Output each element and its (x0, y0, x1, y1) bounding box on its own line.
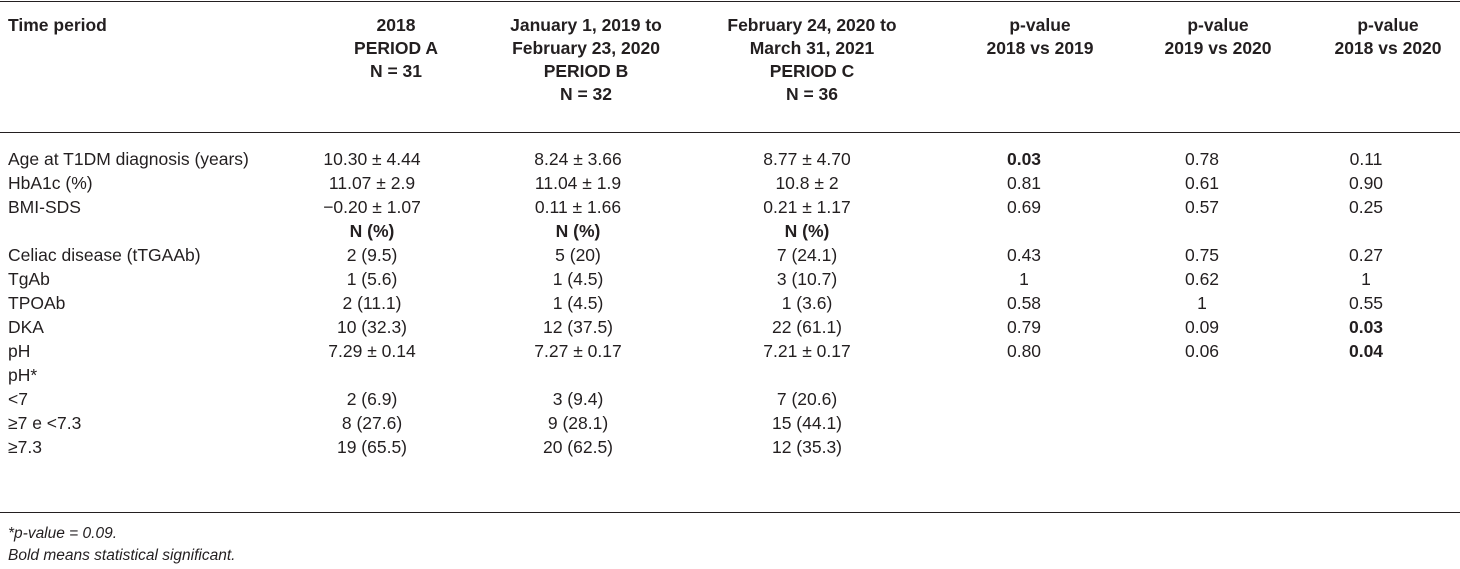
header-period-b-line3: PERIOD B (543, 61, 629, 81)
header-period-c (692, 14, 932, 106)
table-row: TgAb 1 (5.6) 1 (4.5) 3 (10.7) 1 0.62 1 (8, 269, 1371, 289)
header-period-c-line3: PERIOD C (769, 61, 855, 81)
table-row: DKA 10 (32.3) 12 (37.5) 22 (61.1) 0.79 0.09 0.03 (0, 315, 1460, 339)
header-pvalue-2018-vs-2020: p-value 2018 vs 2020 (1334, 15, 1442, 58)
table-body (0, 147, 1460, 459)
table-row: pH 7.29 ± 0.14 7.27 ± 0.17 7.21 ± 0.17 0.80 0.06 0.04 (0, 339, 1460, 363)
header-period-a-line3: PERIOD A (354, 38, 438, 58)
table-subheader-row: N (%) N (%) N (%) (349, 221, 830, 241)
header-rule (0, 132, 1460, 133)
header-time-period: Time period (8, 15, 107, 35)
header-period-b-line1: January 1, 2019 to (510, 15, 662, 35)
top-rule (0, 1, 1460, 2)
header-period-a-line1: 2018 (376, 15, 416, 35)
significant-value: 0.03 (1006, 149, 1042, 169)
header-period-b-line2: February 23, 2020 (512, 38, 660, 58)
header-period-c-line2: March 31, 2021 (749, 38, 875, 58)
header-period-b-line4: N = 32 (559, 84, 613, 104)
significant-value: 0.04 (1348, 341, 1384, 361)
table-row: pH* (8, 365, 38, 385)
table-row: Age at T1DM diagnosis (years) 10.30 ± 4.44 8.24 ± 3.66 8.77 ± 4.70 0.03 0.78 0.11 (8, 149, 1383, 169)
table-row: Celiac disease (tTGAAb) 2 (9.5) 5 (20) 7 (24.1) 0.43 0.75 0.27 (8, 245, 1384, 265)
header-period-b (466, 14, 706, 106)
header-period-c-line1: February 24, 2020 to (727, 15, 897, 35)
table-row: <7 2 (6.9) 3 (9.4) 7 (20.6) (8, 389, 838, 409)
footnote-bold: Bold means statistical significant. (8, 547, 236, 564)
footnote-pvalue: *p-value = 0.09. (8, 525, 118, 542)
header-period-c-line4: N = 36 (785, 84, 839, 104)
table-row: TPOAb 2 (11.1) 1 (4.5) 1 (3.6) 0.58 1 0.55 (8, 293, 1384, 313)
significant-value: 0.03 (1348, 317, 1384, 337)
bottom-rule (0, 512, 1460, 513)
header-pvalue-2018-vs-2019: p-value 2018 vs 2019 (986, 15, 1094, 58)
header-period-a-line4: N = 31 (369, 61, 423, 81)
table-row: ≥7 e <7.3 8 (27.6) 9 (28.1) 15 (44.1) (8, 413, 843, 433)
table-row: ≥7.3 19 (65.5) 20 (62.5) 12 (35.3) (8, 437, 843, 457)
table-row: BMI-SDS −0.20 ± 1.07 0.11 ± 1.66 0.21 ± 1.17 0.69 0.57 0.25 (8, 197, 1384, 217)
header-pvalue-2019-vs-2020: p-value 2019 vs 2020 (1164, 15, 1272, 58)
table-row: HbA1c (%) 11.07 ± 2.9 11.04 ± 1.9 10.8 ± 2 0.81 0.61 0.90 (8, 173, 1384, 193)
